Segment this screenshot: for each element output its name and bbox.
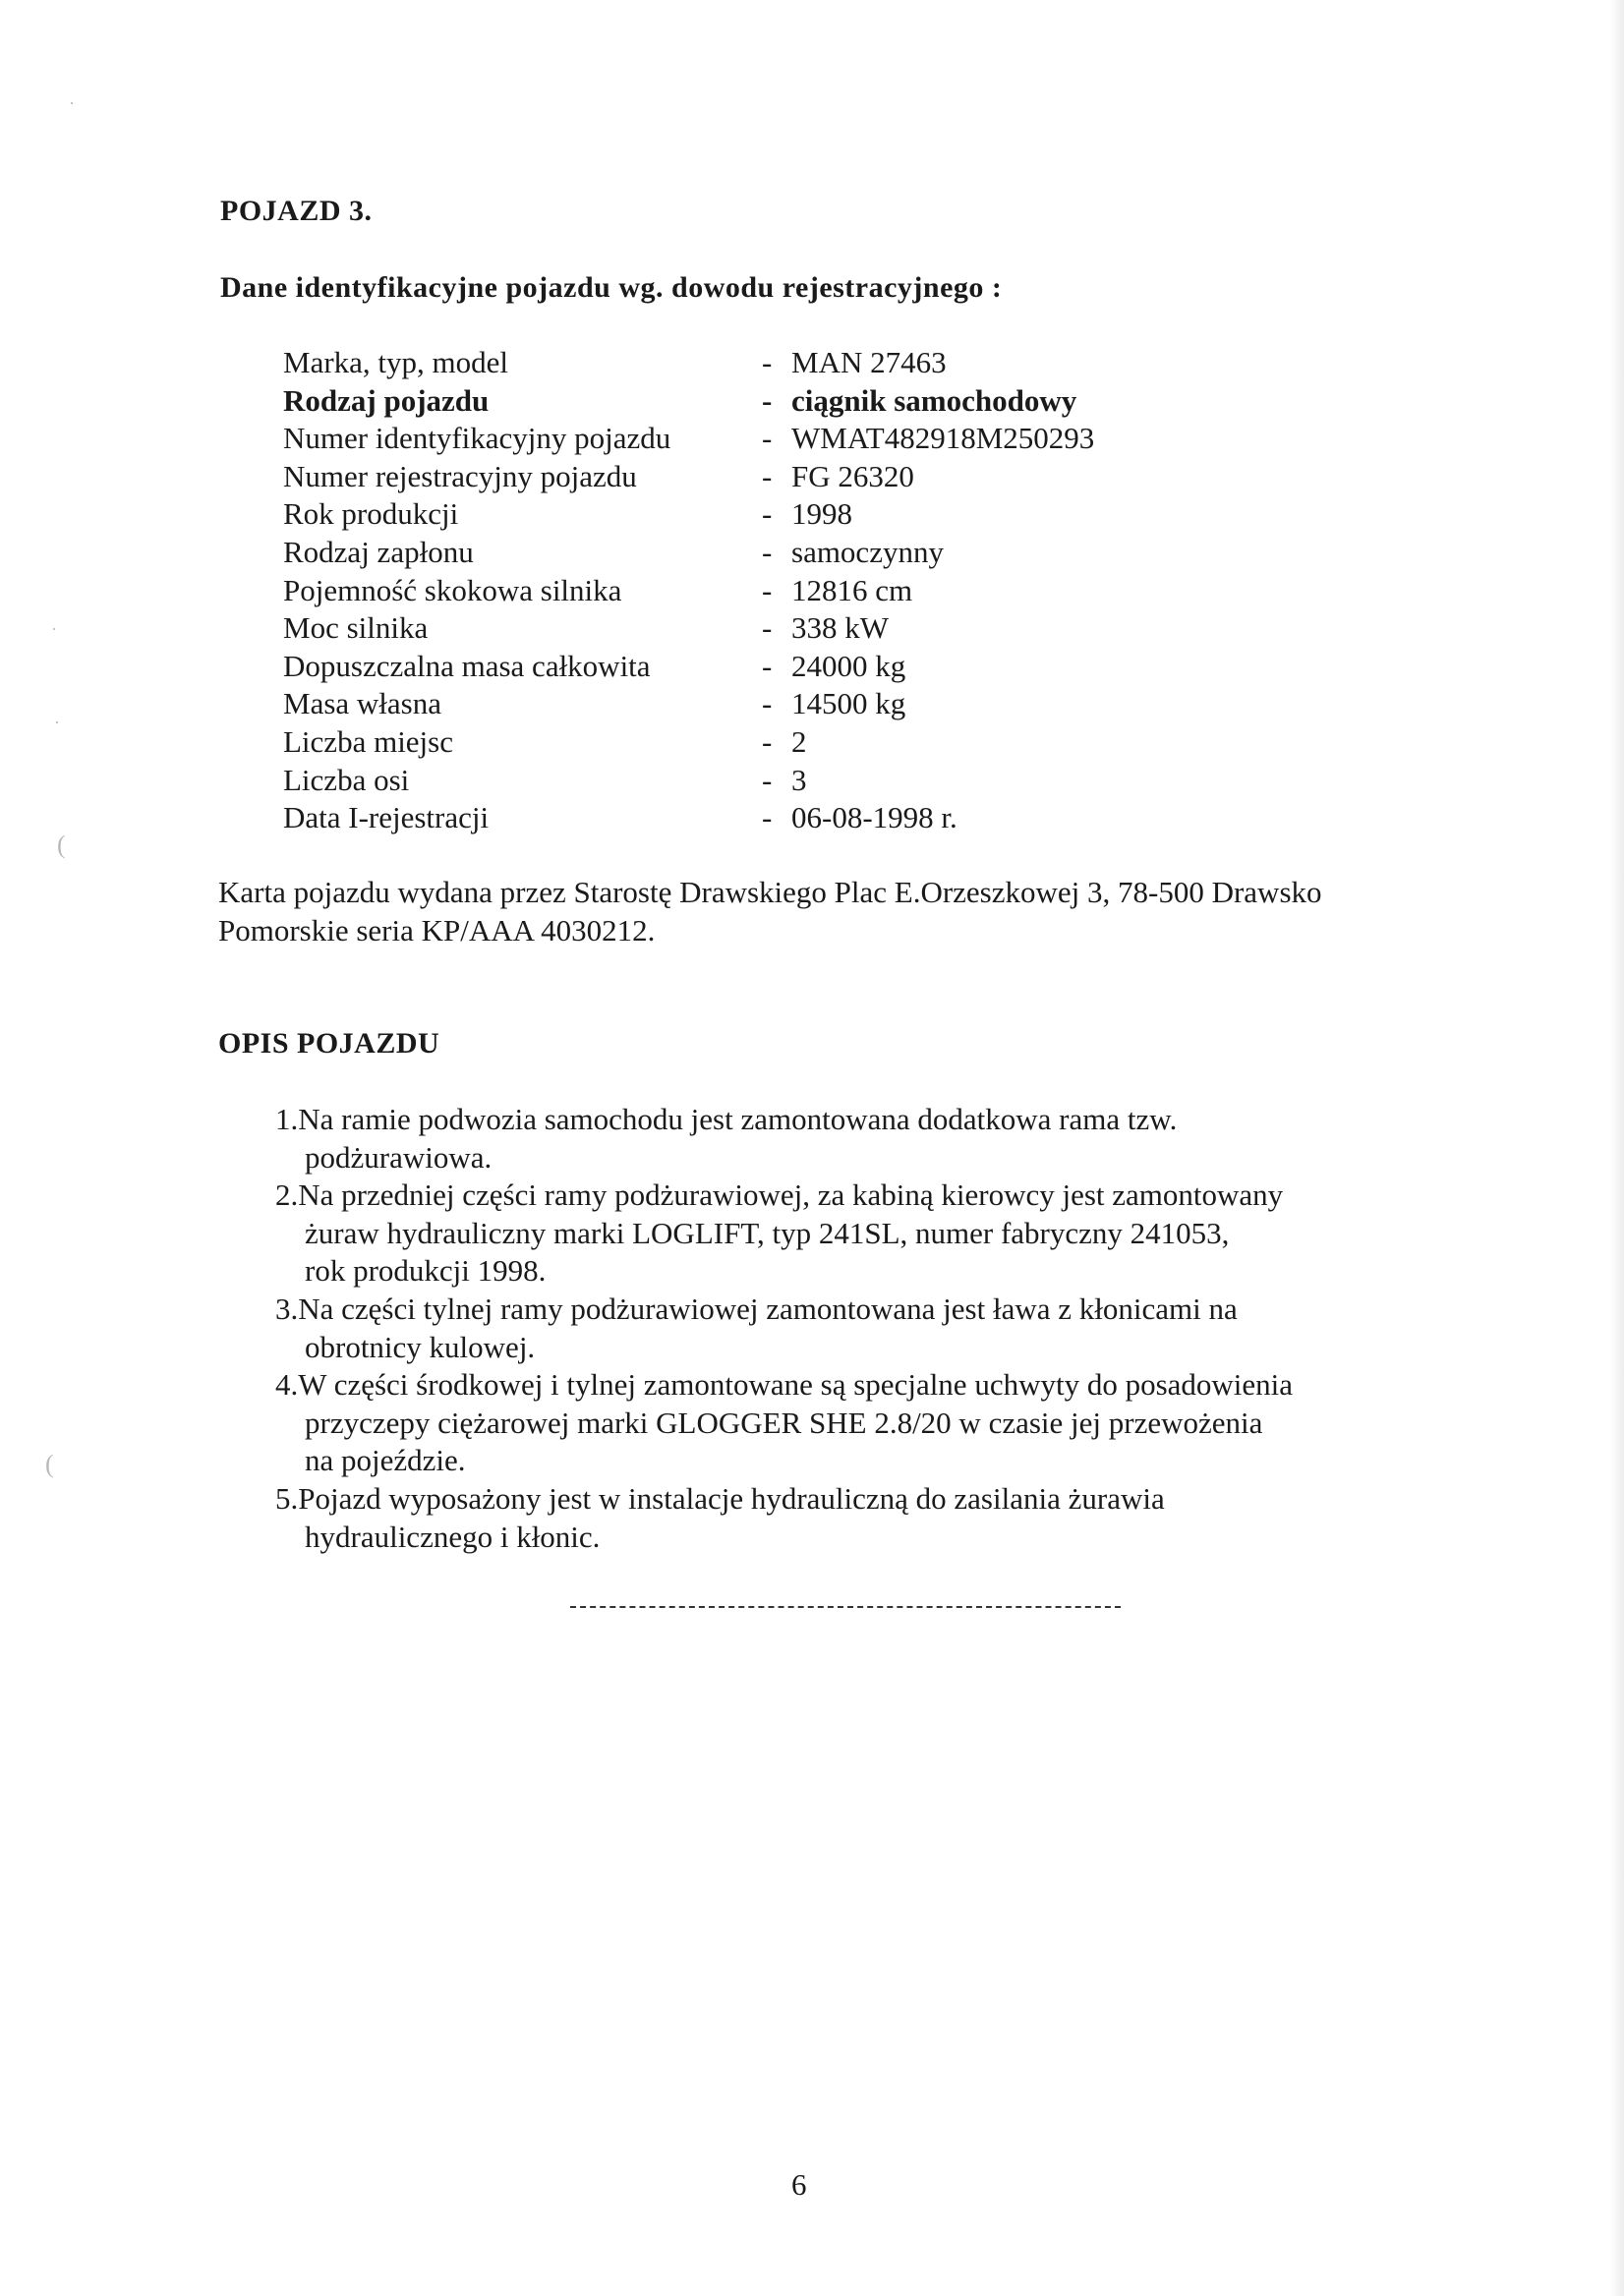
description-line: 5.Pojazd wyposażony jest w instalacje hydrauliczną do zasilania żurawia — [275, 1480, 1165, 1516]
spec-value: 1998 — [791, 496, 852, 532]
spec-value: 24000 kg — [791, 648, 906, 683]
description-line: 1.Na ramie podwozia samochodu jest zamontowana dodatkowa rama tzw. — [275, 1102, 1178, 1136]
spec-dash: - — [762, 762, 773, 797]
spec-value: 14500 kg — [791, 686, 906, 721]
spec-dash: - — [762, 421, 773, 456]
description-line: obrotnicy kulowej. — [305, 1329, 536, 1364]
spec-label: Liczba osi — [283, 762, 410, 797]
spec-label: Masa własna — [283, 686, 441, 721]
description-line: 4.W części środkowej i tylnej zamontowane są specjalne uchwyty do posadowienia — [275, 1367, 1294, 1403]
spec-value-cell — [762, 572, 912, 609]
spec-value: FG 26320 — [791, 458, 914, 493]
spec-label: Rodzaj zapłonu — [283, 534, 474, 569]
spec-value-cell — [762, 534, 944, 571]
scan-speck: ( — [57, 831, 66, 859]
scanned-page-edge — [1610, 0, 1624, 2296]
scan-speck: · — [51, 619, 57, 639]
description-line: 2.Na przedniej części ramy podżurawiowej, za kabiną kierowcy jest zamontowany — [275, 1177, 1284, 1213]
description-item — [275, 1101, 1293, 1177]
spec-value-cell — [762, 685, 905, 722]
description-item — [275, 1366, 1293, 1480]
spec-value: 06-08-1998 r. — [791, 800, 957, 835]
spec-value-cell — [762, 723, 807, 761]
spec-label: Rodzaj pojazdu — [283, 382, 490, 418]
spec-dash: - — [762, 648, 773, 683]
description-line: hydraulicznego i kłonic. — [305, 1519, 601, 1554]
spec-value: MAN 27463 — [791, 345, 947, 379]
description-line: rok produkcji 1998. — [305, 1253, 547, 1289]
spec-dash: - — [762, 572, 773, 607]
spec-label: Dopuszczalna masa całkowita — [283, 648, 651, 683]
scan-speck: ( — [45, 1450, 54, 1478]
scan-speck: · — [54, 713, 60, 732]
vehicle-description-list — [275, 1101, 1293, 1556]
spec-label: Numer rejestracyjny pojazdu — [283, 458, 637, 493]
spec-value-cell — [762, 762, 807, 799]
spec-label: Data I-rejestracji — [283, 800, 490, 835]
description-item — [275, 1291, 1293, 1366]
spec-label: Rok produkcji — [283, 496, 459, 532]
spec-value-cell — [762, 648, 905, 685]
description-line: przyczepy ciężarowej marki GLOGGER SHE 2.8/20 w czasie jej przewożenia — [305, 1405, 1263, 1440]
spec-label: Pojemność skokowa silnika — [283, 572, 622, 607]
spec-dash: - — [762, 496, 773, 532]
spec-dash: - — [762, 610, 773, 646]
description-line: żuraw hydrauliczny marki LOGLIFT, typ 241SL, numer fabryczny 241053, — [305, 1215, 1230, 1250]
spec-value: 338 kW — [791, 610, 890, 646]
vehicle-heading: POJAZD 3. — [220, 195, 373, 227]
description-item — [275, 1177, 1293, 1291]
spec-value-cell — [762, 799, 957, 836]
identification-heading: Dane identyfikacyjne pojazdu wg. dowodu rejestracyjnego : — [220, 271, 1003, 304]
description-heading: OPIS POJAZDU — [218, 1027, 440, 1060]
spec-value-cell — [762, 382, 1076, 420]
spec-value: 2 — [791, 723, 807, 759]
description-item — [275, 1480, 1293, 1556]
spec-value-cell — [762, 495, 852, 533]
spec-value: ciągnik samochodowy — [791, 382, 1077, 418]
spec-dash: - — [762, 800, 773, 835]
spec-dash: - — [762, 686, 773, 721]
vehicle-card-text-line1: Karta pojazdu wydana przez Starostę Drawskiego Plac E.Orzeszkowej 3, 78-500 Drawsko — [218, 875, 1322, 909]
description-line: 3.Na części tylnej ramy podżurawiowej zamontowana jest ława z kłonicami na — [275, 1291, 1238, 1326]
spec-value-cell — [762, 609, 889, 647]
spec-value-cell — [762, 344, 947, 381]
spec-dash: - — [762, 345, 773, 379]
spec-label: Liczba miejsc — [283, 723, 453, 759]
spec-dash: - — [762, 458, 773, 493]
scan-speck: · — [69, 93, 75, 113]
spec-dash: - — [762, 382, 773, 418]
spec-dash: - — [762, 723, 773, 759]
spec-value: 12816 cm — [791, 572, 913, 607]
vehicle-card-text-line2: Pomorskie seria KP/AAA 4030212. — [218, 913, 656, 947]
spec-value: WMAT482918M250293 — [791, 421, 1095, 456]
spec-value-cell — [762, 420, 1094, 457]
spec-value-cell — [762, 458, 914, 495]
page-number: 6 — [791, 2167, 807, 2202]
description-line: podżurawiowa. — [305, 1139, 493, 1175]
spec-label: Marka, typ, model — [283, 345, 509, 379]
dashed-separator — [570, 1606, 1121, 1608]
spec-dash: - — [762, 534, 773, 569]
description-line: na pojeździe. — [305, 1443, 466, 1478]
spec-value: samoczynny — [791, 534, 944, 569]
spec-value: 3 — [791, 762, 807, 797]
spec-label: Moc silnika — [283, 610, 429, 646]
spec-label: Numer identyfikacyjny pojazdu — [283, 421, 671, 456]
